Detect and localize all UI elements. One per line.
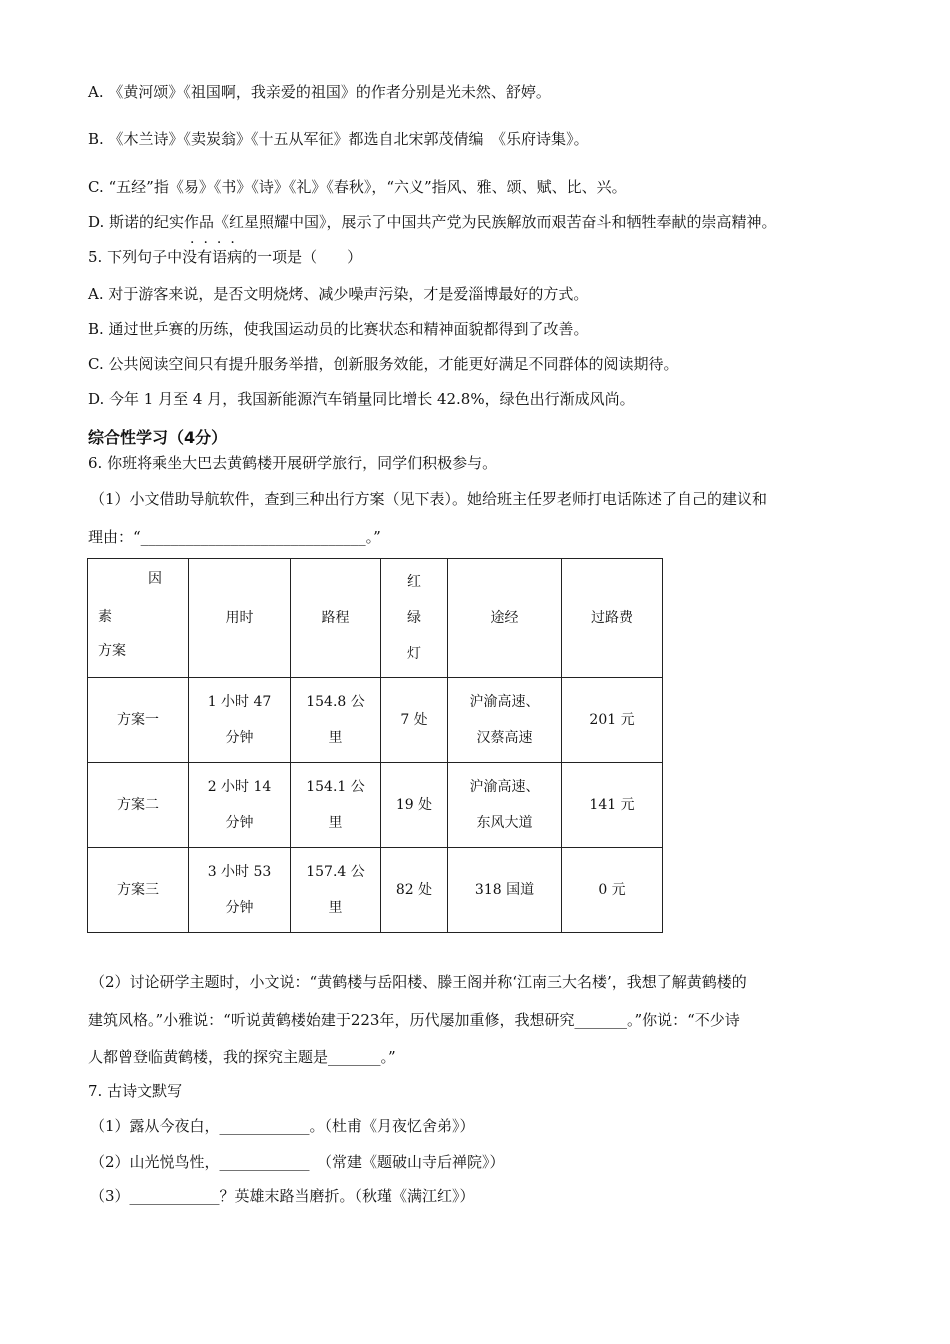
table-row	[88, 848, 663, 933]
section-title: 综合性学习（4分）	[88, 428, 228, 447]
distance-cell: 154.1 公 里	[291, 763, 381, 848]
table-row	[88, 763, 663, 848]
header-cell: 用时	[189, 559, 291, 678]
header-cell: 过路费	[562, 559, 663, 678]
emphasis-dots: ····	[190, 235, 244, 251]
route-cell: 沪渝高速、 汉蔡高速	[448, 678, 562, 763]
toll-cell: 141 元	[562, 763, 663, 848]
time-cell: 3 小时 53 分钟	[189, 848, 291, 933]
toll-cell: 0 元	[562, 848, 663, 933]
q4-option-a: A. 《黄河颂》《祖国啊，我亲爱的祖国》的作者分别是光未然、舒婷。	[88, 83, 551, 101]
q6-part2-line2: 建筑风格。”小雅说：“听说黄鹤楼始建于223年，历代屡加重修，我想研究_______。”你说：“不少诗	[88, 1011, 740, 1029]
lights-cell: 7 处	[381, 678, 448, 763]
q6-stem: 6. 你班将乘坐大巴去黄鹤楼开展研学旅行，同学们积极参与。	[88, 454, 498, 472]
route-cell: 沪渝高速、 东风大道	[448, 763, 562, 848]
q5-option-d: D. 今年 1 月至 4 月，我国新能源汽车销量同比增长 42.8%，绿色出行渐成风尚。	[88, 390, 635, 408]
q7-line2: （2）山光悦鸟性，____________ （常建《题破山寺后禅院》）	[90, 1153, 505, 1171]
toll-cell: 201 元	[562, 678, 663, 763]
q5-option-c: C. 公共阅读空间只有提升服务举措，创新服务效能，才能更好满足不同群体的阅读期待。	[88, 355, 679, 373]
distance-cell: 154.8 公 里	[291, 678, 381, 763]
corner-label-bottom: 方案	[98, 643, 126, 659]
route-cell: 318 国道	[448, 848, 562, 933]
corner-label-mid: 素	[98, 609, 112, 625]
header-cell: 途经	[448, 559, 562, 678]
q5-stem: 5. 下列句子中没有语病的一项是（ ）	[88, 248, 363, 266]
distance-cell: 157.4 公 里	[291, 848, 381, 933]
table-header-row	[88, 559, 663, 678]
corner-label-top: 因	[148, 571, 162, 587]
q5-option-b: B. 通过世乒赛的历练，使我国运动员的比赛状态和精神面貌都得到了改善。	[88, 320, 589, 338]
q6-part2-line3: 人都曾登临黄鹤楼，我的探究主题是_______。”	[88, 1048, 396, 1066]
plan-name: 方案三	[88, 848, 189, 933]
header-cell: 红绿灯	[381, 559, 448, 678]
q4-option-d: D. 斯诺的纪实作品《红星照耀中国》，展示了中国共产党为民族解放而艰苦奋斗和牺牲奉献的崇高精神。	[88, 213, 777, 231]
q7-line3: （3）____________？英雄末路当磨折。（秋瑾《满江红》）	[90, 1187, 475, 1205]
q7-line1: （1）露从今夜白，____________。（杜甫《月夜忆舍弟》）	[90, 1117, 475, 1135]
lights-cell: 19 处	[381, 763, 448, 848]
time-cell: 1 小时 47 分钟	[189, 678, 291, 763]
q5-option-a: A. 对于游客来说，是否文明烧烤、减少噪声污染，才是爱淄博最好的方式。	[88, 285, 589, 303]
time-cell: 2 小时 14 分钟	[189, 763, 291, 848]
route-plan-table	[87, 558, 663, 933]
plan-name: 方案二	[88, 763, 189, 848]
plan-name: 方案一	[88, 678, 189, 763]
q6-part1-line1: （1）小文借助导航软件，查到三种出行方案（见下表）。她给班主任罗老师打电话陈述了自己的建议和	[90, 490, 768, 508]
q4-option-c: C. “五经”指《易》《书》《诗》《礼》《春秋》，“六义”指风、雅、颂、赋、比、兴。	[88, 178, 627, 196]
q6-part1-line2: 理由：“______________________________。”	[88, 528, 381, 546]
q7-stem: 7. 古诗文默写	[88, 1082, 183, 1100]
q6-part2-line1: （2）讨论研学主题时，小文说：“黄鹤楼与岳阳楼、滕王阁并称‘江南三大名楼’，我想了解黄鹤楼的	[90, 973, 747, 991]
table-corner-cell	[88, 559, 189, 678]
q4-option-b: B. 《木兰诗》《卖炭翁》《十五从军征》都选自北宋郭茂倩编 《乐府诗集》。	[88, 130, 589, 148]
header-cell: 路程	[291, 559, 381, 678]
lights-cell: 82 处	[381, 848, 448, 933]
table-row	[88, 678, 663, 763]
